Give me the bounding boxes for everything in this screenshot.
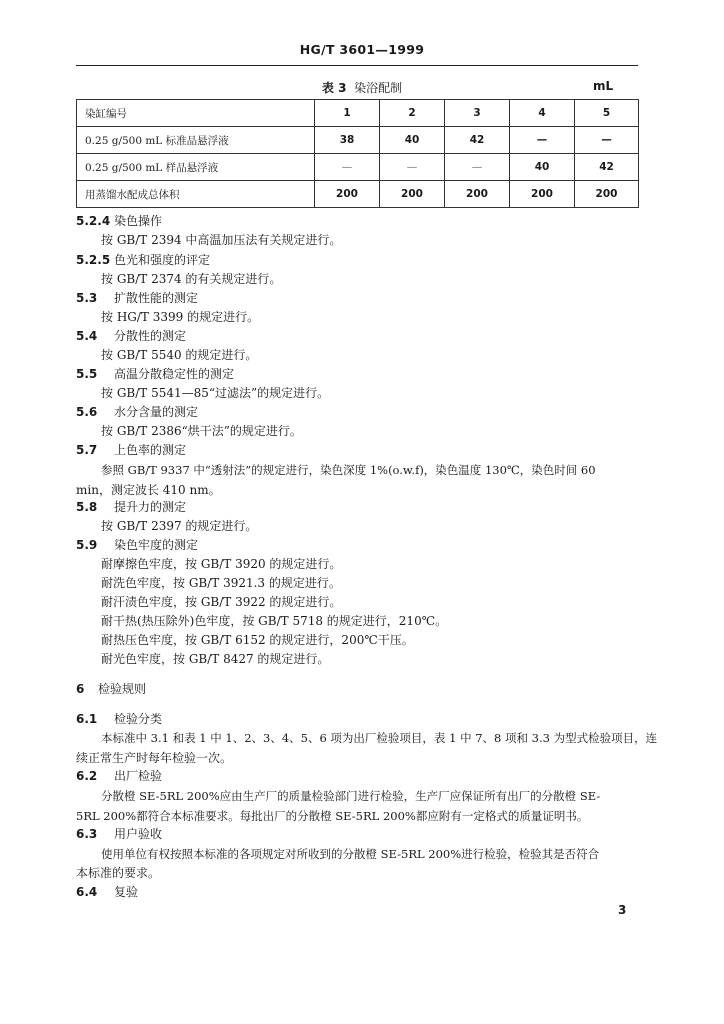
section-heading — [76, 537, 198, 553]
table-cell: — — [380, 154, 445, 181]
section-heading — [76, 711, 162, 727]
table-header-cell: 3 — [445, 100, 510, 127]
table-header-cell: 4 — [510, 100, 575, 127]
section-heading — [76, 252, 210, 268]
section-number: 5.2.4 — [76, 214, 111, 228]
paragraph-continuation: 续正常生产时每年检验一次。 — [76, 751, 233, 765]
section-heading — [76, 442, 186, 458]
paragraph-continuation: min，测定波长 410 nm。 — [76, 483, 221, 497]
section-heading — [76, 826, 162, 842]
table-cell: — — [445, 154, 510, 181]
section-title: 上色率的测定 — [114, 443, 187, 457]
row-label: 用蒸馏水配成总体积 — [77, 181, 315, 208]
table-cell: 200 — [445, 181, 510, 208]
table-cell: — — [575, 127, 639, 154]
section-heading — [76, 499, 186, 515]
table-cell: 42 — [575, 154, 639, 181]
section-title: 提升力的测定 — [114, 500, 187, 514]
fastness-line: 耐洗色牢度，按 GB/T 3921.3 的规定进行。 — [101, 576, 341, 590]
table-cell: 200 — [575, 181, 639, 208]
section-number: 5.9 — [76, 538, 98, 552]
section-number: 5.2.5 — [76, 253, 111, 267]
paragraph: 分散橙 SE-5RL 200%应由生产厂的质量检验部门进行检验，生产厂应保证所有出厂的分散橙 SE- — [101, 789, 601, 803]
section-number: 6.4 — [76, 885, 98, 899]
table-caption-number: 表 3 — [321, 81, 347, 95]
section-number: 5.5 — [76, 367, 98, 381]
fastness-line: 耐干热(热压除外)色牢度，按 GB/T 5718 的规定进行，210℃。 — [101, 614, 448, 628]
paragraph: 按 GB/T 2386“烘干法”的规定进行。 — [101, 424, 302, 438]
section-number: 5.3 — [76, 291, 98, 305]
table-header-row — [77, 100, 639, 127]
row-label: 0.25 g/500 mL 标准品悬浮液 — [77, 127, 315, 154]
section-heading — [76, 404, 198, 420]
section-title: 用户验收 — [114, 827, 163, 841]
section-number: 5.7 — [76, 443, 98, 457]
section-title: 高温分散稳定性的测定 — [114, 367, 235, 381]
section-title: 检验分类 — [114, 712, 163, 726]
fastness-line: 耐汗渍色牢度，按 GB/T 3922 的规定进行。 — [101, 595, 342, 609]
paragraph: 按 GB/T 2374 的有关规定进行。 — [101, 272, 282, 286]
section-heading — [76, 366, 234, 382]
table-cell: 40 — [380, 127, 445, 154]
header-divider — [76, 65, 638, 66]
section-title: 分散性的测定 — [114, 329, 187, 343]
document-header: HG/T 3601—1999 — [299, 42, 425, 57]
chapter-title: 检验规则 — [98, 682, 147, 696]
section-number: 6.3 — [76, 827, 98, 841]
table-cell: 40 — [510, 154, 575, 181]
table-cell: — — [315, 154, 380, 181]
section-title: 水分含量的测定 — [114, 405, 199, 419]
table-cell: 38 — [315, 127, 380, 154]
page-number: 3 — [618, 903, 627, 917]
fastness-line: 耐光色牢度，按 GB/T 8427 的规定进行。 — [101, 652, 330, 666]
table-cell: 200 — [510, 181, 575, 208]
row-label: 0.25 g/500 mL 样品悬浮液 — [77, 154, 315, 181]
paragraph: 按 GB/T 2394 中高温加压法有关规定进行。 — [101, 233, 342, 247]
table-cell: — — [510, 127, 575, 154]
section-title: 染色操作 — [114, 214, 163, 228]
table-cell: 200 — [315, 181, 380, 208]
paragraph: 使用单位有权按照本标准的各项规定对所收到的分散橙 SE-5RL 200%进行检验，检验其是否符合 — [101, 847, 600, 861]
paragraph-continuation: 本标准的要求。 — [76, 866, 161, 880]
table-cell: 42 — [445, 127, 510, 154]
paragraph: 参照 GB/T 9337 中“透射法”的规定进行，染色深度 1%(o.w.f)，染色温度 130℃，染色时间 60 — [101, 463, 596, 477]
section-heading — [76, 328, 186, 344]
section-number: 5.8 — [76, 500, 98, 514]
table-unit: mL — [593, 79, 614, 93]
section-title: 复验 — [114, 885, 139, 899]
section-number: 6.2 — [76, 769, 98, 783]
section-title: 出厂检验 — [114, 769, 163, 783]
section-number: 6.1 — [76, 712, 98, 726]
fastness-line: 耐热压色牢度，按 GB/T 6152 的规定进行，200℃干压。 — [101, 633, 414, 647]
section-number: 5.6 — [76, 405, 98, 419]
section-heading — [76, 768, 162, 784]
paragraph: 按 GB/T 2397 的规定进行。 — [101, 519, 258, 533]
table-header-cell: 2 — [380, 100, 445, 127]
paragraph-continuation: 5RL 200%都符合本标准要求。每批出厂的分散橙 SE-5RL 200%都应附有一定格式的质量证明书。 — [76, 809, 589, 823]
section-title: 染色牢度的测定 — [114, 538, 199, 552]
table-caption — [0, 79, 724, 96]
fastness-line: 耐摩擦色牢度，按 GB/T 3920 的规定进行。 — [101, 557, 342, 571]
dye-bath-table — [76, 99, 639, 208]
section-number: 5.4 — [76, 329, 98, 343]
chapter-heading — [76, 681, 146, 697]
table-header-cell: 1 — [315, 100, 380, 127]
chapter-number: 6 — [76, 682, 85, 696]
section-heading — [76, 213, 162, 229]
paragraph: 按 HG/T 3399 的规定进行。 — [101, 310, 260, 324]
paragraph: 本标准中 3.1 和表 1 中 1、2、3、4、5、6 项为出厂检验项目，表 1 中 7、8 项和 3.3 为型式检验项目，连 — [101, 731, 658, 745]
section-heading — [76, 290, 198, 306]
table-caption-text: 染浴配制 — [354, 81, 403, 95]
table-row — [77, 127, 639, 154]
section-title: 扩散性能的测定 — [114, 291, 199, 305]
table-header-cell: 5 — [575, 100, 639, 127]
table-header-label: 染缸编号 — [77, 100, 315, 127]
table-cell: 200 — [380, 181, 445, 208]
section-title: 色光和强度的评定 — [114, 253, 211, 267]
paragraph: 按 GB/T 5540 的规定进行。 — [101, 348, 258, 362]
section-heading — [76, 884, 138, 900]
table-row — [77, 154, 639, 181]
paragraph: 按 GB/T 5541—85“过滤法”的规定进行。 — [101, 386, 330, 400]
table-row — [77, 181, 639, 208]
